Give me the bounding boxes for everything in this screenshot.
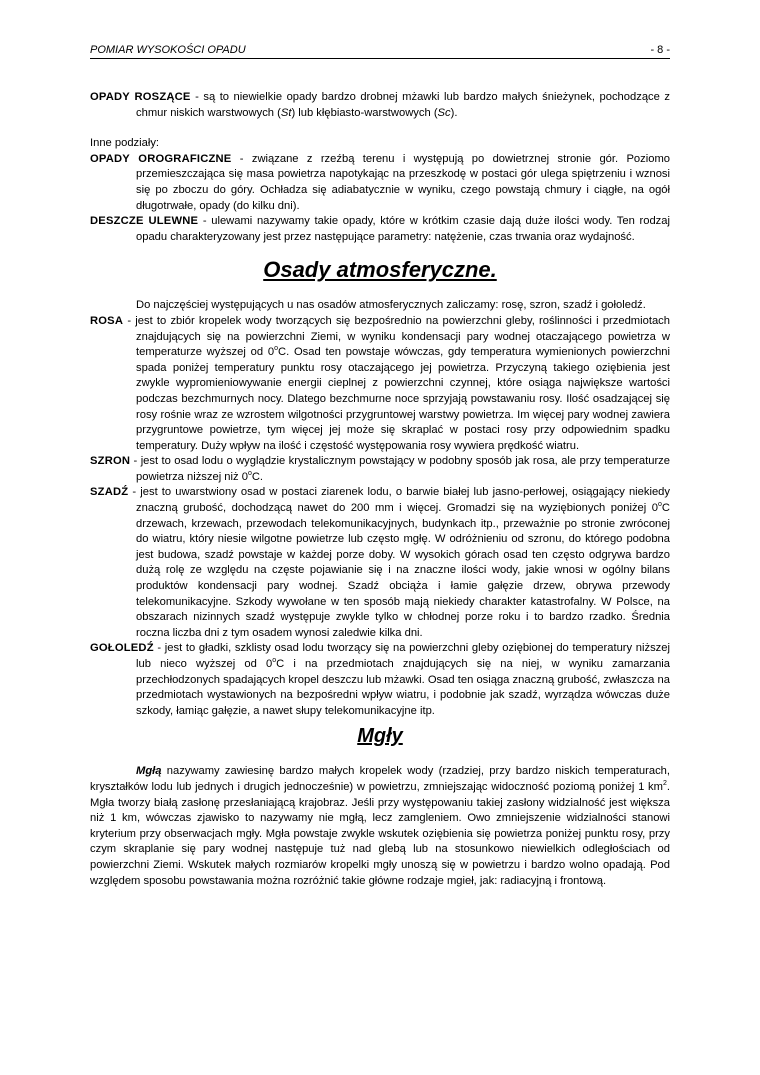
- paragraph-rosa: ROSA - jest to zbiór kropelek wody tworzących się bezpośrednio na powierzchni gleby, roślinności i przedmiotach znajdujących się na powierzchni Ziemi, w wyniku kondensacji pary wodnej otaczającego powietrza w temperaturze wyższej od 0$^o$C. Osad ten powstaje wówczas, gdy temperatura wymienionych powierzchni spada poniżej temperatury punktu rosy otaczającego jej powietrza. Przyczyną takiego oziębienia jest zwykle wypromieniowywanie energii cieplnej z powierzchni czynnej, które osiąga największe wartości podczas bezchmurnych nocy. Dlatego bezchmurne noce sprzyjają powstawaniu rosy. Ilość osadzającej się rosy rośnie wraz ze wzrostem wilgotności przygruntowej warstwy powietrza. Im więcej pary wodnej zawiera przygruntowe powietrze, tym więcej jej może się skraplać w postaci rosy przy odpowiednim spadku temperatury. Duży wpływ na ilość i częstość występowania rosy wywiera prędkość wiatru.: [90, 314, 670, 452]
- term-szron: SZRON: [90, 455, 131, 468]
- paragraph-szron: SZRON - jest to osad lodu o wyglądzie krystalicznym powstający w podobny sposób jak rosa, ale przy temperaturze powietrza niższej niż 0$^o$C.: [90, 455, 670, 483]
- heading-osady-atmosferyczne: Osady atmosferyczne.: [263, 257, 497, 283]
- paragraph-osady-intro: Do najczęściej występujących u nas osadów atmosferycznych zaliczamy: rosę, szron, szadź i gołoledź.: [136, 299, 646, 312]
- paragraph-gololedz: GOŁOLEDŹ - jest to gładki, szklisty osad lodu tworzący się na powierzchni gleby oziębionej do temperatury niższej lub nieco wyższej od 0$^o$C i na przedmiotach znajdujących się na niej, w wyniku zamarzania przechłodzonych spadających kropel deszczu lub mżawki. Osad ten osiąga znaczną grubość, zwłaszcza na przedmiotach wystawionych na bezpośredni wpływ wiatru, i podobnie jak szadź, wyrządza wówczas duże szkody, łamiąc gałęzie, a nawet słupy telekomunikacyjne itp.: [90, 642, 670, 717]
- document-body: [90, 90, 670, 889]
- heading-mgly: Mgły: [357, 725, 403, 748]
- paragraph-opady-roszace: OPADY ROSZĄCE - są to niewielkie opady bardzo drobnej mżawki lub bardzo małych śnieżynek, pochodzące z chmur niskich warstwowych (St) lub kłębiasto-warstwowych (Sc).: [90, 91, 670, 119]
- paragraph-szadz: SZADŹ - jest to uwarstwiony osad w postaci ziarenek lodu, o barwie białej lub jasno-perłowej, osiągający niekiedy znaczną grubość, dochodzącą nawet do 200 mm i więcej. Gromadzi się na wyziębionych poniżej 0$^o$C drzewach, krzewach, przewodach telekomunikacyjnych, budynkach itp., przeważnie po stronie zwróconej do wiatru, który niesie wilgotne powietrze lub często mgłę. W odróżnieniu od szronu, do którego podobna jest budowa, szadź powstaje w każdej porze doby. W wysokich górach osad ten często odgrywa bardzo dużą rolę ze względu na częste pojawianie się i na znaczne ilości wody, jakie wnosi w ogólny bilans produktów kondensacji pary wodnej. Szadź obciąża i łamie gałęzie drzew, obrywa przewody telekomunikacyjne. Szkody wywołane w ten sposób mają niekiedy charakter katastrofalny. W Polsce, na obszarach nizinnych szadź występuje zwykle tylko w chłodnej porze roku i to bardzo rzadko. Średnia roczna liczba dni z tym osadem wynosi zaledwie kilka dni.: [90, 486, 670, 639]
- term-gololedz: GOŁOLEDŹ: [90, 642, 154, 655]
- inne-podzialy-label: Inne podziały:: [90, 137, 160, 150]
- term-mgla: Mgłą: [136, 765, 162, 778]
- header-title: POMIAR WYSOKOŚCI OPADU: [90, 44, 246, 56]
- term-opady-roszace: OPADY ROSZĄCE: [90, 91, 191, 103]
- paragraph-mgla: Mgłą nazywamy zawiesinę bardzo małych kropelek wody (rzadziej, przy bardzo niskich temperaturach, kryształków lodu lub jednych i drugich jednocześnie) w powietrzu, zmniejszając widoczność poziomą poniżej 1 $km^2$. Mgła tworzy białą zasłonę przesłaniającą krajobraz. Jeśli przy występowaniu takiej zasłony widzialność jest większa niż 1 km, wówczas zjawisko to nazywamy nie mgłą, lecz zamgleniem. Owo zmniejszenie widzialności stanowi kryterium przy obserwacjach mgły. Mgła powstaje zwykle wskutek oziębienia się powietrza poniżej punktu rosy, przy czym skraplanie się pary wodnej następuje tuż nad glebą lub na stosunkowo niewielkich odległościach od powierzchni Ziemi. Wskutek małych rozmiarów kropelki mgły unoszą się w powietrzu i bardzo wolno opadają. Pod względem sposobu powstawania można rozróżnić takie główne rodzaje mgieł, jak: radiacyjną i frontową.: [90, 765, 670, 887]
- paragraph-opady-orograficzne: OPADY OROGRAFICZNE - związane z rzeźbą terenu i występują po dowietrznej stronie gór. Poziomo przemieszczająca się masa powietrza napotykając na przeszkodę w postaci gór ulega spiętrzeniu i wznosi się po zboczu do góry. Ochładza się adiabatycznie w wyniku, czego powstają chmury i ciągłe, na ogół długotrwałe, opady (do kilku dni).: [90, 152, 670, 212]
- term-rosa: ROSA: [90, 314, 124, 327]
- paragraph-deszcze-ulewne: DESZCZE ULEWNE - ulewami nazywamy takie opady, które w krótkim czasie dają duże ilości wody. Ten rodzaj opadu charakteryzowany jest przez następujące parametry: natężenie, czas trwania oraz wydajność.: [90, 215, 670, 243]
- running-header: [90, 43, 670, 59]
- term-szadz: SZADŹ: [90, 486, 129, 499]
- page-number: - 8 -: [650, 44, 670, 56]
- term-opady-orograficzne: OPADY OROGRAFICZNE: [90, 152, 232, 165]
- term-deszcze-ulewne: DESZCZE ULEWNE: [90, 215, 199, 228]
